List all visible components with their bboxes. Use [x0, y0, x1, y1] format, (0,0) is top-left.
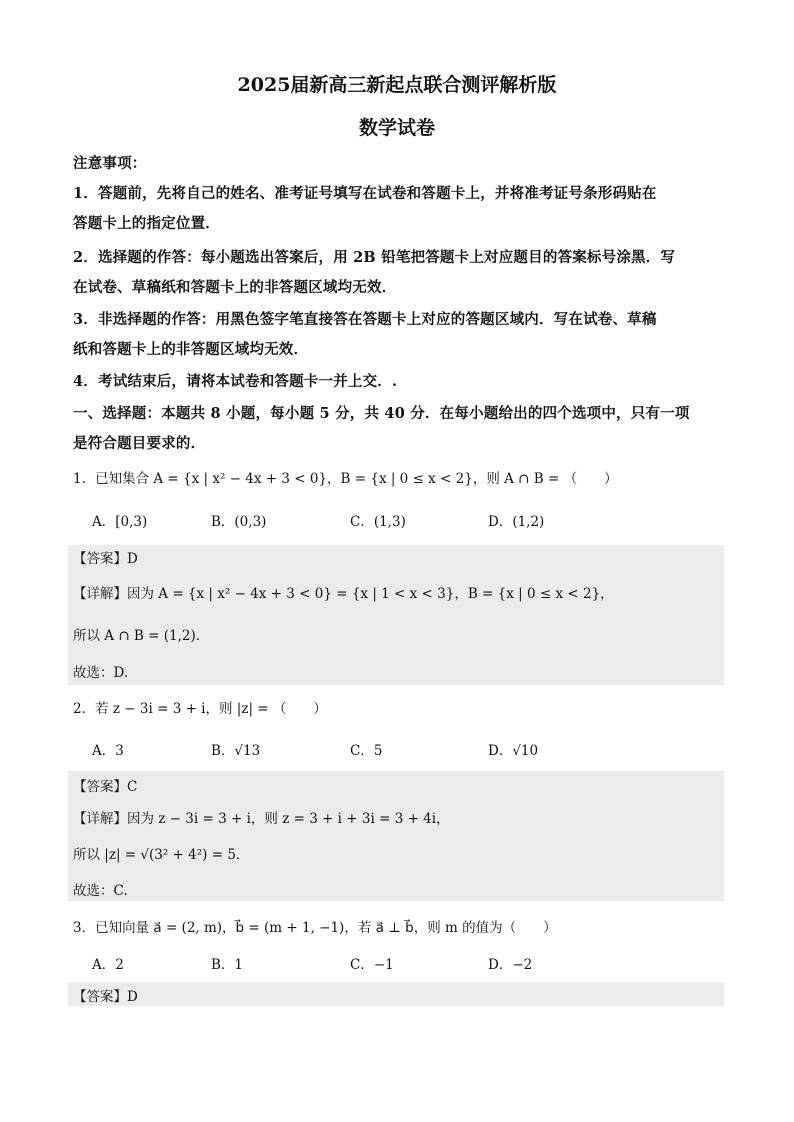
question-1-option-a: A．[0,3): [92, 514, 148, 530]
question-1-option-c: C．(1,3): [350, 514, 406, 530]
question-3-answer: 【答案】D: [73, 989, 138, 1005]
question-2-answer: 【答案】C: [73, 779, 138, 795]
question-2-stem: 2．若 z − 3i = 3 + i，则 |z| = （ ）: [73, 701, 327, 717]
question-2-answer-block: [68, 771, 724, 901]
question-2-option-b: B．√13: [211, 743, 261, 759]
question-3-option-a: A．2: [92, 957, 124, 973]
question-3-answer-block: [68, 982, 724, 1006]
question-2-option-a: A．3: [92, 743, 124, 759]
question-2-detail-line: 故选：C.: [73, 883, 128, 899]
notice-line: 4．考试结束后，请将本试卷和答题卡一并上交．.: [73, 373, 398, 390]
notice-line: 1．答题前，先将自己的姓名、准考证号填写在试卷和答题卡上，并将准考证号条形码贴在: [73, 185, 657, 202]
question-1-stem: 1．已知集合 A = {x | x² − 4x + 3 < 0}，B = {x | 0 ≤ x < 2}，则 A ∩ B = （ ）: [73, 471, 618, 487]
notice-line: 3．非选择题的作答：用黑色签字笔直接答在答题卡上对应的答题区域内．写在试卷、草稿: [73, 311, 657, 328]
section-heading-line: 一、选择题：本题共 8 小题，每小题 5 分，共 40 分．在每小题给出的四个选项中，只有一项: [73, 405, 690, 422]
notice-line: 2．选择题的作答：每小题选出答案后，用 2B 铅笔把答题卡上对应题目的答案标号涂黑．写: [73, 249, 676, 266]
question-2-option-c: C．5: [350, 743, 383, 759]
question-2-detail-line: 所以 |z| = √(3² + 4²) = 5．: [73, 847, 250, 863]
question-1-detail-line: 所以 A ∩ B = (1,2)．: [73, 628, 210, 644]
question-3-option-c: C．−1: [350, 957, 394, 973]
question-3-option-b: B．1: [211, 957, 244, 973]
question-3-stem: 3．已知向量 a⃗ = (2, m)，b⃗ = (m + 1, −1)，若 a⃗ ⊥ b⃗，则 m 的值为（ ）: [73, 920, 557, 936]
question-3-option-d: D．−2: [488, 957, 533, 973]
question-1-option-b: B．(0,3): [211, 514, 267, 530]
question-1-answer-block: [68, 545, 724, 685]
notice-line: 纸和答题卡上的非答题区域均无效．: [73, 341, 309, 358]
question-1-option-d: D．(1,2): [488, 514, 545, 530]
exam-subtitle: 数学试卷: [358, 117, 435, 139]
question-1-answer: 【答案】D: [73, 551, 138, 567]
question-2-option-d: D．√10: [488, 743, 539, 759]
question-1-detail-line: 【详解】因为 A = {x | x² − 4x + 3 < 0} = {x | 1 < x < 3}，B = {x | 0 ≤ x < 2}，: [73, 586, 614, 602]
section-heading-line: 是符合题目要求的．: [73, 435, 206, 452]
question-2-detail-line: 【详解】因为 z − 3i = 3 + i，则 z = 3 + i + 3i = 3 + 4i，: [73, 811, 450, 827]
question-1-detail-line: 故选：D.: [73, 665, 129, 681]
notice-line: 答题卡上的指定位置．: [73, 215, 220, 232]
notice-line: 在试卷、草稿纸和答题卡上的非答题区域均无效．: [73, 279, 397, 296]
notice-heading: 注意事项：: [73, 155, 147, 172]
exam-title: 2025届新高三新起点联合测评解析版: [237, 74, 557, 96]
